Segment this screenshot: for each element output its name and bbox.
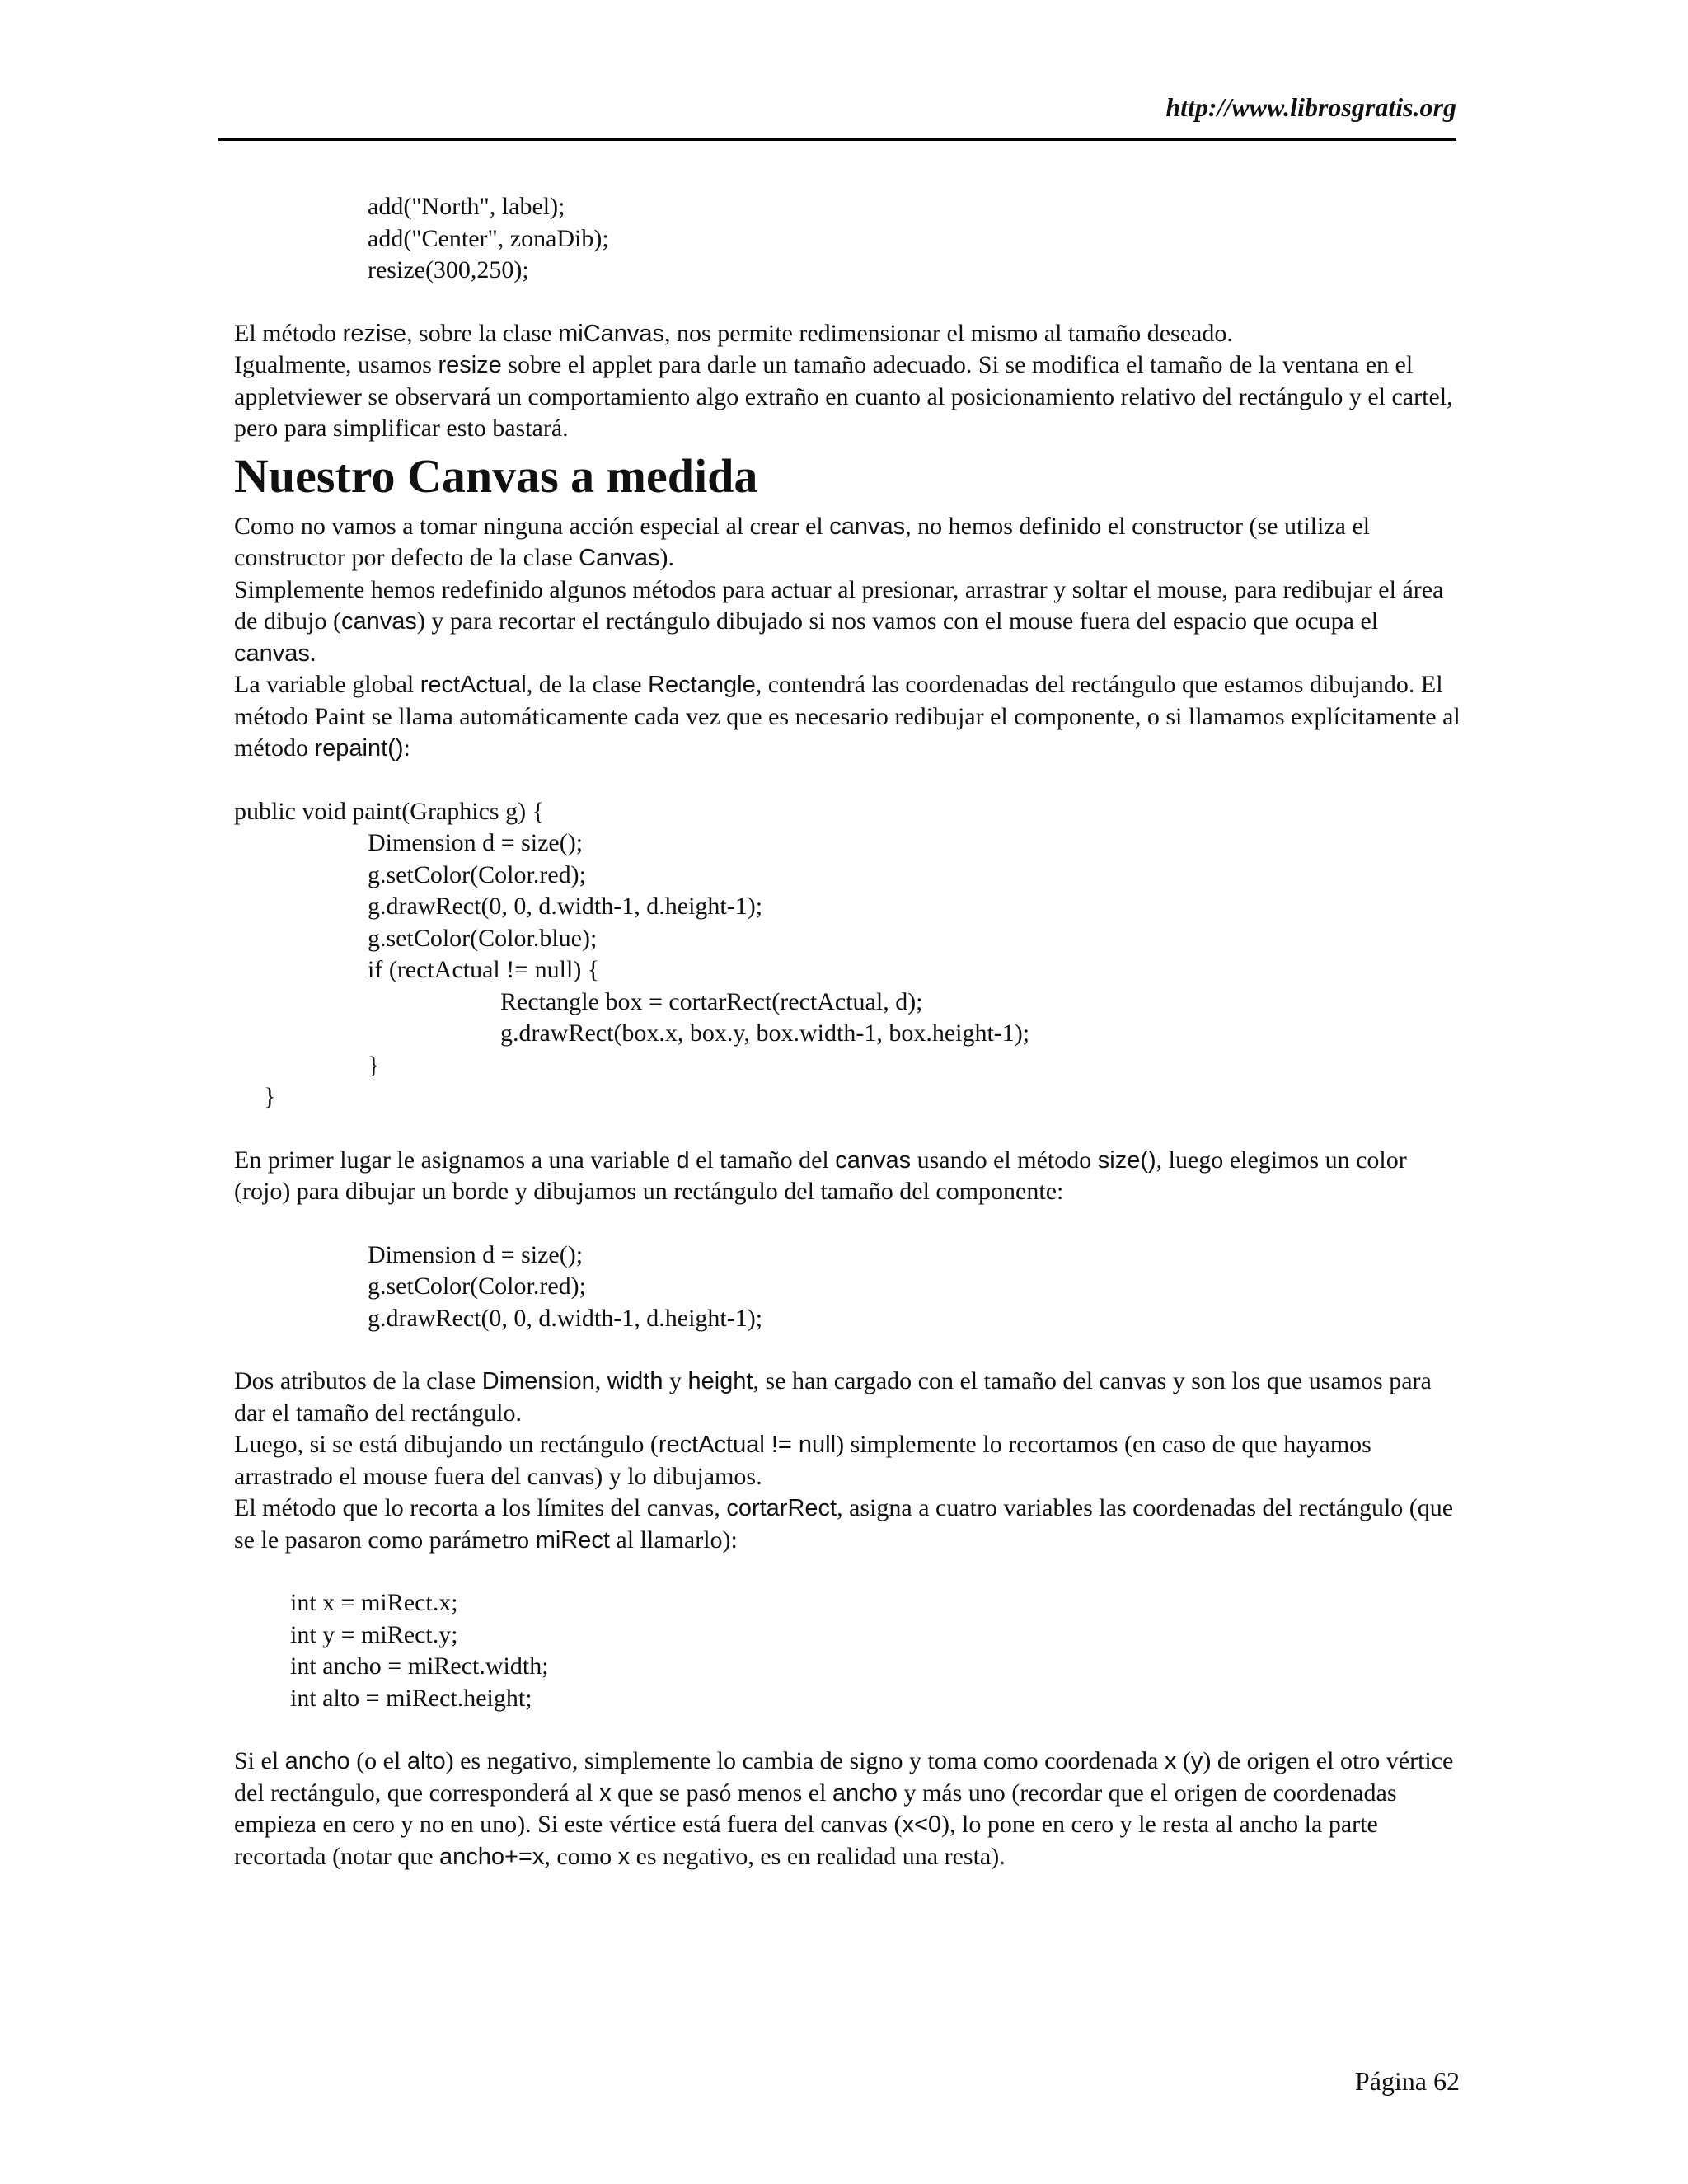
code-line: int y = miRect.y; <box>290 1620 458 1648</box>
code-line: g.setColor(Color.red); <box>368 860 586 888</box>
page-content <box>234 191 1462 1872</box>
code-line: g.drawRect(0, 0, d.width-1, d.height-1); <box>368 1304 763 1332</box>
inline-code: y <box>1190 1748 1203 1774</box>
code-block-variables <box>234 1587 1462 1714</box>
code-line: Dimension d = size(); <box>368 829 584 856</box>
inline-code: x<0 <box>902 1811 942 1838</box>
paragraph-resize: El método rezise, sobre la clase miCanvas, nos permite redimensionar el mismo al tamaño deseado. Igualmente, usamos resize sobre el applet para darle un tamaño adecuado. Si se modifica el tamaño de la ventana en el appletviewer se observará un comportamiento algo extraño en cuanto al posicionamiento relativo del rectángulo y el cartel, pero para simplificar esto bastará. <box>234 319 1453 442</box>
inline-code: ancho <box>832 1779 898 1807</box>
code-block-layout <box>234 191 1462 287</box>
inline-code: x <box>617 1843 631 1870</box>
inline-code: canvas <box>835 1146 912 1174</box>
inline-code: repaint() <box>314 735 404 762</box>
paragraph-recortar: Luego, si se está dibujando un rectángulo (rectActual != null) simplemente lo recortamos (en caso de que hayamos arrastrado el mouse fuera del canvas) y lo dibujamos. <box>234 1431 1372 1490</box>
inline-code: cortarRect <box>726 1495 837 1521</box>
inline-code: miRect <box>535 1526 610 1554</box>
code-line: add("North", label); <box>368 193 565 220</box>
code-block-border <box>234 1240 1462 1335</box>
page-header <box>218 91 1456 141</box>
inline-code: miCanvas <box>558 320 665 347</box>
paragraph-constructor: Como no vamos a tomar ninguna acción especial al crear el canvas, no hemos definido el constructor (se utiliza el constructor por defecto de la clase Canvas). <box>234 512 1371 571</box>
inline-code: canvas <box>234 640 310 667</box>
code-line: Rectangle box = cortarRect(rectActual, d); <box>500 987 923 1015</box>
paragraph-methods: Simplemente hemos redefinido algunos métodos para actuar al presionar, arrastrar y soltar el mouse, para redibujar el área de dibujo (canvas) y para recortar el rectángulo dibujado si nos vamos con el mouse fuera del espacio que ocupa el canvas. <box>234 575 1444 667</box>
inline-code: Canvas <box>579 545 660 571</box>
code-line: } <box>264 1083 276 1110</box>
inline-code: x <box>1164 1748 1177 1774</box>
code-line: g.drawRect(0, 0, d.width-1, d.height-1); <box>368 893 763 920</box>
paragraph-rectactual: La variable global rectActual, de la clase Rectangle, contendrá las coordenadas del rectángulo que estamos dibujando. El método Paint se llama automáticamente cada vez que es necesario redibujar el componente, o si llamamos explícitamente al método repaint(): <box>234 671 1461 762</box>
code-line: g.setColor(Color.blue); <box>368 924 598 952</box>
inline-code: alto <box>406 1748 446 1774</box>
inline-code: Rectangle <box>648 672 756 698</box>
inline-code: x <box>599 1779 612 1807</box>
inline-code: height <box>687 1368 753 1394</box>
inline-code: ancho <box>284 1748 350 1774</box>
section-title: Nuestro Canvas a medida <box>234 448 758 503</box>
code-line: int alto = miRect.height; <box>290 1684 532 1712</box>
code-line: } <box>368 1051 380 1079</box>
paragraph-dimension: Dos atributos de la clase Dimension, width y height, se han cargado con el tamaño del canvas y son los que usamos para dar el tamaño del rectángulo. <box>234 1367 1432 1427</box>
paragraph-size: En primer lugar le asignamos a una variable d el tamaño del canvas usando el método size(), luego elegimos un color (rojo) para dibujar un borde y dibujamos un rectángulo del tamaño del componente: <box>234 1146 1407 1205</box>
inline-code: resize <box>438 352 502 378</box>
inline-code: rectActual != null <box>658 1432 837 1458</box>
inline-code: canvas <box>340 608 417 635</box>
inline-code: d <box>676 1146 690 1174</box>
code-line: int x = miRect.x; <box>290 1589 458 1616</box>
code-line: resize(300,250); <box>368 256 529 284</box>
inline-code: canvas <box>829 513 906 540</box>
inline-code: width <box>607 1368 663 1394</box>
code-line: if (rectActual != null) { <box>368 956 600 983</box>
inline-code: Dimension <box>481 1368 595 1394</box>
inline-code: rezise <box>342 320 407 347</box>
code-line: g.drawRect(box.x, box.y, box.width-1, box.height-1); <box>500 1019 1030 1047</box>
code-line: public void paint(Graphics g) { <box>234 797 544 825</box>
code-line: Dimension d = size(); <box>368 1240 584 1268</box>
code-line: g.setColor(Color.red); <box>368 1272 586 1300</box>
paragraph-cortarrect: El método que lo recorta a los límites del canvas, cortarRect, asigna a cuatro variables las coordenadas del rectángulo (que se le pasaron como parámetro miRect al llamarlo): <box>234 1494 1454 1554</box>
code-line: add("Center", zonaDib); <box>368 224 609 252</box>
inline-code: ancho+=x <box>439 1843 545 1870</box>
inline-code: size() <box>1097 1146 1156 1174</box>
inline-code: rectActual <box>420 672 527 698</box>
code-line: int ancho = miRect.width; <box>290 1652 549 1680</box>
page-number: Página 62 <box>1354 2066 1460 2096</box>
header-url[interactable]: http://www.librosgratis.org <box>1165 92 1456 122</box>
paragraph-negative: Si el ancho (o el alto) es negativo, simplemente lo cambia de signo y toma como coordenada x (y) de origen el otro vértice del rectángulo, que corresponderá al x que se pasó menos el ancho y más uno (recordar que el origen de coordenadas empieza en cero y no en uno). Si este vértice está fuera del canvas (x<0), lo pone en cero y le resta al ancho la parte recortada (notar que ancho+=x, como x es negativo, es en realidad una resta). <box>234 1747 1454 1870</box>
code-block-paint <box>234 796 1462 1113</box>
